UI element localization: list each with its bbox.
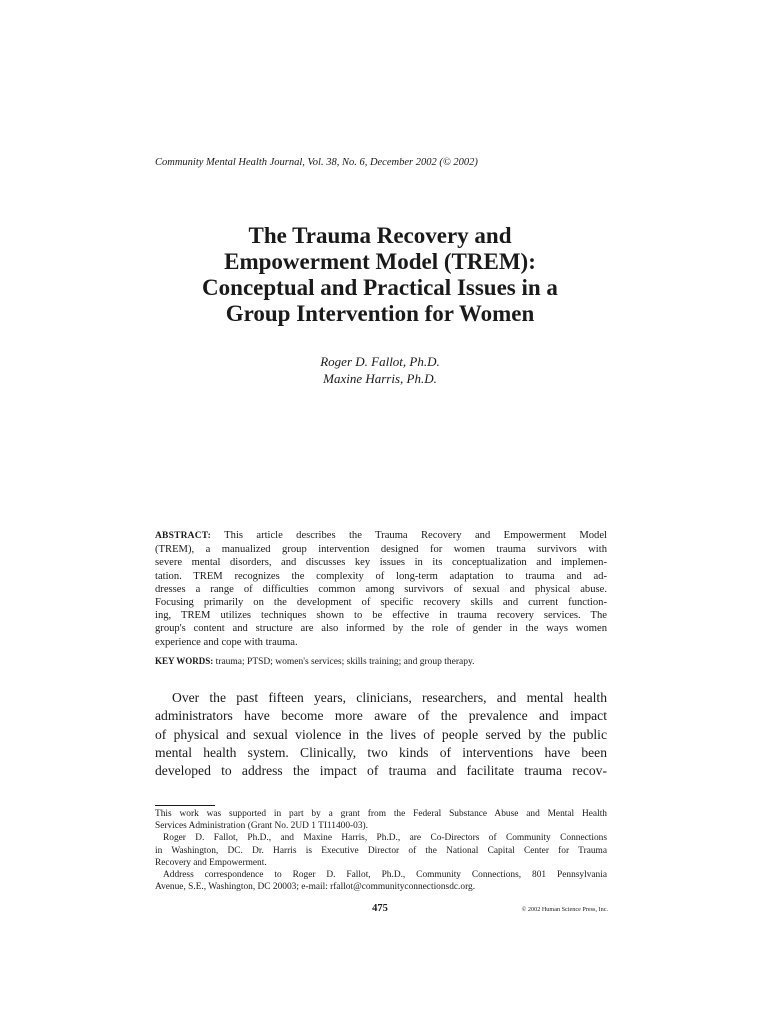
body-paragraph [155, 689, 607, 780]
keywords [155, 656, 607, 667]
author-list [180, 353, 580, 387]
title-line: The Trauma Recovery and [248, 223, 512, 248]
title-line: Empowerment Model (TREM): [224, 249, 536, 274]
footnote-line: This work was supported in part by a grant from the Federal Substance Abuse and Mental Health [155, 809, 607, 819]
title-line: Conceptual and Practical Issues in a [202, 275, 558, 300]
footnote-line: Avenue, S.E., Washington, DC 20003; e-mail: rfallot@communityconnectionsdc.org. [155, 882, 476, 893]
abstract-line: severe mental disorders, and discusses key issues in its conceptualization and implemen- [155, 557, 607, 569]
author-name: Maxine Harris, Ph.D. [323, 371, 437, 386]
body-line: Over the past fifteen years, clinicians, researchers, and mental health [172, 690, 607, 705]
author-name: Roger D. Fallot, Ph.D. [320, 354, 440, 369]
body-line: of physical and sexual violence in the lives of people served by the public [155, 726, 607, 742]
footnote-line: in Washington, DC. Dr. Harris is Executive Director of the National Capital Center for Trauma [155, 845, 607, 856]
journal-citation: Community Mental Health Journal, Vol. 38, No. 6, December 2002 (© 2002) [155, 157, 478, 168]
footnote-line: Address correspondence to Roger D. Fallot, Ph.D., Community Connections, 801 Pennsylvania [163, 870, 607, 881]
keywords-label: KEY WORDS: [155, 656, 214, 666]
abstract [155, 529, 607, 649]
body-line: developed to address the impact of trauma and facilitate trauma recov- [155, 763, 607, 779]
abstract-line: Focusing primarily on the development of specific recovery skills and current function- [155, 597, 607, 609]
abstract-label: ABSTRACT: [155, 531, 211, 541]
abstract-line: dresses a range of difficulties common among survivors of sexual and physical abuse. [155, 583, 607, 595]
abstract-line [155, 529, 607, 543]
copyright-notice: © 2002 Human Science Press, Inc. [521, 906, 608, 913]
body-line: administrators have become more aware of the prevalence and impact [155, 708, 607, 724]
page-number: 475 [372, 903, 388, 914]
footnote-line: Services Administration (Grant No. 2UD 1 TI11400-03). [155, 821, 368, 832]
title-line: Group Intervention for Women [225, 301, 535, 326]
footnote-line: Roger D. Fallot, Ph.D., and Maxine Harris, Ph.D., are Co-Directors of Community Connections [163, 833, 607, 844]
abstract-line: (TREM), a manualized group intervention designed for women trauma survivors with [155, 544, 607, 556]
footnote-line: Recovery and Empowerment. [155, 857, 267, 868]
abstract-line: tation. TREM recognizes the complexity of long-term adaptation to trauma and ad- [155, 570, 607, 582]
abstract-line: ing, TREM utilizes techniques shown to be effective in trauma recovery services. The [155, 610, 607, 622]
article-title [130, 223, 630, 327]
abstract-text: This article describes the Trauma Recovery and Empowerment Model [224, 530, 607, 541]
abstract-line: group's content and structure are also informed by the role of gender in the ways women [155, 623, 607, 635]
keywords-text: trauma; PTSD; women's services; skills training; and group therapy. [215, 657, 475, 667]
abstract-line: experience and cope with trauma. [155, 636, 298, 648]
footnotes [155, 808, 607, 893]
footnote-divider [155, 805, 215, 806]
body-line: mental health system. Clinically, two kinds of interventions have been [155, 744, 607, 760]
